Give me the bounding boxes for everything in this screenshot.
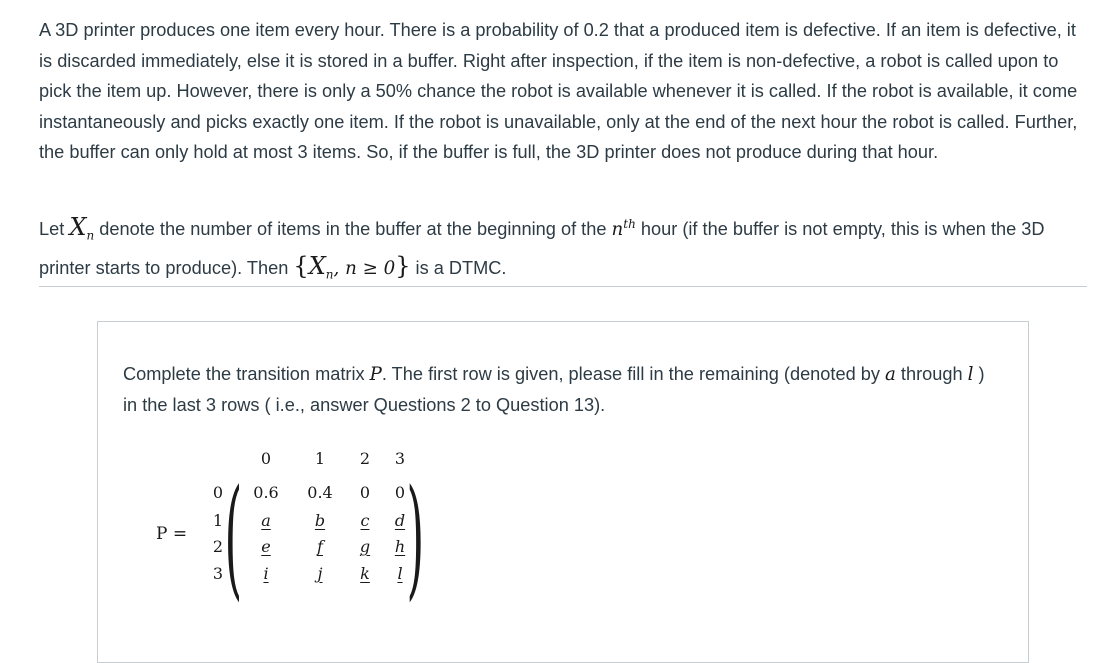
math-set-condition: , n ≥ 0 bbox=[333, 258, 396, 280]
transition-matrix bbox=[98, 322, 1028, 662]
matrix-cell-0-0: 0.6 bbox=[253, 483, 279, 502]
col-header-0: 0 bbox=[260, 449, 272, 468]
matrix-cell-2-0: e bbox=[261, 537, 271, 556]
q-text-4: ) in the last 3 rows ( i.e., answer Questions 2 to Question 13). bbox=[123, 364, 985, 415]
matrix-cell-3-1: j bbox=[317, 564, 323, 583]
math-set-X: X bbox=[308, 252, 326, 281]
text-is-dtmc: is a DTMC. bbox=[410, 258, 507, 279]
text-denote: denote the number of items in the buffer at the beginning of the bbox=[94, 219, 612, 240]
row-header-0: 0 bbox=[212, 483, 224, 502]
math-set-subscript: n bbox=[325, 267, 334, 282]
matrix-right-paren: ) bbox=[406, 461, 425, 613]
matrix-cell-2-3: h bbox=[394, 537, 406, 556]
q-math-l: l bbox=[967, 364, 974, 385]
matrix-cell-1-0: a bbox=[261, 511, 271, 530]
math-nth-n: n bbox=[611, 219, 624, 241]
col-header-1: 1 bbox=[314, 449, 326, 468]
dtmc-definition bbox=[39, 209, 1089, 290]
math-n-subscript: n bbox=[86, 228, 95, 243]
math-set-close: } bbox=[395, 252, 411, 281]
matrix-cell-3-3: l bbox=[397, 564, 403, 583]
matrix-cell-2-1: f bbox=[317, 537, 323, 556]
row-header-1: 1 bbox=[212, 511, 224, 530]
matrix-cell-3-2: k bbox=[360, 564, 370, 583]
math-nth-sup: th bbox=[623, 217, 636, 231]
math-set-open: { bbox=[293, 252, 309, 281]
matrix-cell-1-2: c bbox=[360, 511, 370, 530]
matrix-cell-3-0: i bbox=[263, 564, 269, 583]
row-header-3: 3 bbox=[212, 564, 224, 583]
q-math-a: a bbox=[885, 364, 896, 385]
col-header-3: 3 bbox=[394, 449, 406, 468]
text-hour: hour (if the buffer is not empty, this is when the 3D printer starts to produce). Then bbox=[39, 219, 1045, 279]
matrix-left-paren: ( bbox=[224, 461, 243, 613]
q-text-3: through bbox=[895, 364, 968, 384]
matrix-cell-0-3: 0 bbox=[394, 483, 406, 502]
text-let: Let bbox=[39, 219, 70, 240]
col-header-2: 2 bbox=[359, 449, 371, 468]
q-text-1: Complete the transition matrix bbox=[123, 364, 370, 384]
matrix-cell-2-2: g bbox=[359, 537, 371, 556]
matrix-cell-0-1: 0.4 bbox=[307, 483, 333, 502]
question-card bbox=[97, 321, 1029, 663]
math-X: X bbox=[69, 213, 87, 242]
q-text-2: . The first row is given, please fill in the remaining (denoted by bbox=[381, 364, 886, 384]
row-header-2: 2 bbox=[212, 537, 224, 556]
section-divider bbox=[39, 286, 1087, 287]
matrix-label: P = bbox=[156, 524, 188, 544]
problem-description: A 3D printer produces one item every hour. There is a probability of 0.2 that a produced item is defective. If an item is defective, it is discarded immediately, else it is stored in a buffer. Right after inspection, if the item is non-defective, a robot is called upon to pick the item up. However, there is only a 50% chance the robot is available whenever it is called. If the robot is available, it come instantaneously and picks exactly one item. If the robot is unavailable, only at the end of the next hour the robot is called. Further, the buffer can only hold at most 3 items. So, if the buffer is full, the 3D printer does not produce during that hour. bbox=[39, 20, 1078, 162]
matrix-cell-0-2: 0 bbox=[359, 483, 371, 502]
matrix-cell-1-1: b bbox=[314, 511, 326, 530]
q-math-P: P bbox=[369, 364, 382, 385]
matrix-cell-1-3: d bbox=[394, 511, 406, 530]
